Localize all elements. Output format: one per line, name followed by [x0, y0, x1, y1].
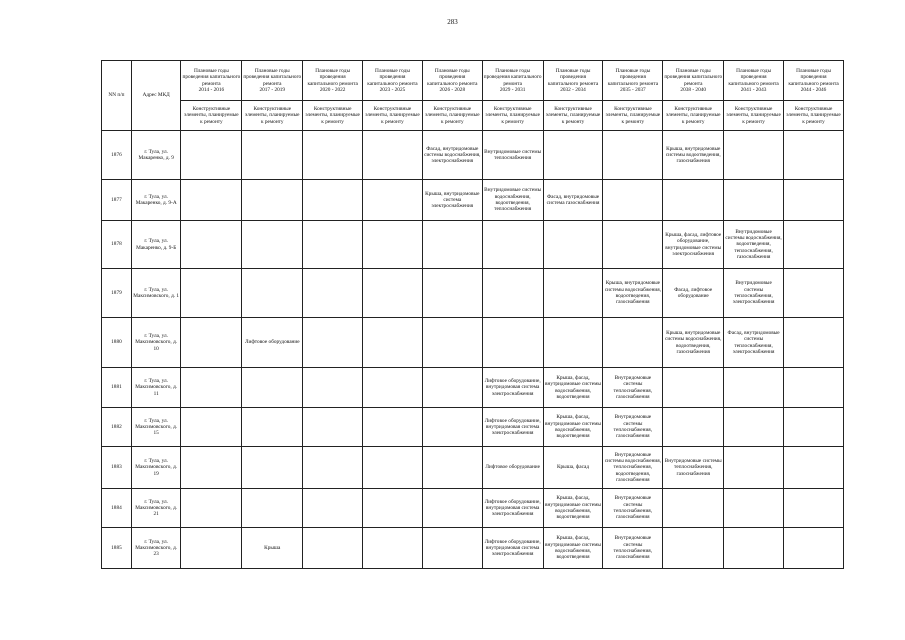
repair-cell [784, 489, 844, 528]
repair-cell [181, 318, 242, 368]
repair-cell: Внутридомовые системы теплоснабжения, газоснабжения [603, 489, 663, 528]
repair-cell [724, 368, 784, 408]
repair-cell [363, 269, 423, 318]
repair-cell [724, 528, 784, 569]
repair-cell [181, 528, 242, 569]
period-subheader: Конструктивные элементы, планируемые к ремонту [724, 101, 784, 131]
period-caption: Плановые годы проведения капитального ремонта [427, 67, 478, 87]
period-years: 2020 - 2022 [319, 86, 346, 93]
repair-cell [303, 408, 363, 447]
period-subheader: Конструктивные элементы, планируемые к ремонту [422, 101, 482, 131]
repair-cell [724, 408, 784, 447]
period-caption: Плановые годы проведения капитального ремонта [483, 67, 542, 87]
repair-cell: Крыша, фасад [543, 447, 603, 489]
period-caption: Плановые годы проведения капитального ремонта [664, 67, 723, 87]
repair-cell [603, 180, 663, 221]
period-subheader: Конструктивные элементы, планируемые к ремонту [543, 101, 603, 131]
repair-cell [603, 318, 663, 368]
period-years: 2035 - 2037 [620, 86, 646, 93]
row-address: г. Тула, ул. Макаренко, д. 9 [131, 131, 181, 180]
row-number: 1882 [102, 408, 132, 447]
row-number: 1879 [102, 269, 132, 318]
period-caption: Плановые годы проведения капитального ремонта [307, 67, 358, 87]
header-period [543, 61, 603, 101]
repair-cell [784, 269, 844, 318]
header-period [724, 61, 784, 101]
repair-cell [784, 447, 844, 489]
repair-cell [543, 318, 603, 368]
repair-cell [303, 269, 363, 318]
repair-cell [181, 408, 242, 447]
table-row [102, 318, 844, 368]
repair-cell: Крыша, фасад, внутридомовые системы водоснабжения, водоотведения [543, 408, 603, 447]
header-num: NN п/п [102, 61, 132, 131]
repair-cell [303, 221, 363, 269]
repair-cell [303, 489, 363, 528]
repair-cell [181, 269, 242, 318]
repair-cell [363, 131, 423, 180]
table-row [102, 489, 844, 528]
header-period [242, 61, 303, 101]
repair-cell: Крыша, внутридомовые системы водоснабжения, водоотведения, газоснабжения [603, 269, 663, 318]
repair-cell [422, 489, 482, 528]
row-address: г. Тула, ул. Максимовского, д. 15 [131, 408, 181, 447]
repair-cell [363, 408, 423, 447]
header-period [482, 61, 543, 101]
repair-cell [242, 131, 303, 180]
repair-cell [242, 269, 303, 318]
row-address: г. Тула, ул. Максимовского, д. 19 [131, 447, 181, 489]
table-row [102, 528, 844, 569]
repair-cell: Лифтовое оборудование, внутридомовая система электроснабжения [482, 408, 543, 447]
period-years: 2032 - 2034 [560, 86, 586, 93]
repair-cell: Крыша, фасад, внутридомовые системы водоснабжения, водоотведения [543, 489, 603, 528]
repair-cell: Внутридомовые системы теплоснабжения, газоснабжения [663, 447, 724, 489]
row-address: г. Тула, ул. Максимовского, д. 23 [131, 528, 181, 569]
repair-cell [663, 368, 724, 408]
repair-cell: Внутридомовые системы теплоснабжения, газоснабжения [603, 528, 663, 569]
repair-cell [784, 180, 844, 221]
row-number: 1884 [102, 489, 132, 528]
header-period [663, 61, 724, 101]
repair-cell [784, 528, 844, 569]
repair-cell [543, 131, 603, 180]
row-address: г. Тула, ул. Максимовского, д. 21 [131, 489, 181, 528]
repair-cell [603, 131, 663, 180]
repair-cell: Внутридомовые системы теплоснабжения, электроснабжения [724, 269, 784, 318]
repair-cell [181, 131, 242, 180]
page-number: 283 [447, 18, 458, 26]
repair-cell [482, 221, 543, 269]
repair-cell [303, 368, 363, 408]
repair-cell [242, 408, 303, 447]
row-number: 1877 [102, 180, 132, 221]
period-years: 2014 - 2016 [198, 86, 225, 93]
repair-cell [422, 408, 482, 447]
repair-cell [663, 528, 724, 569]
table-row [102, 131, 844, 180]
repair-cell [784, 408, 844, 447]
repair-cell [242, 180, 303, 221]
period-caption: Плановые годы проведения капитального ремонта [243, 67, 302, 87]
period-caption: Плановые годы проведения капитального ремонта [367, 67, 418, 87]
repair-cell: Фасад, внутридомовые система газоснабжения [543, 180, 603, 221]
repair-cell [363, 528, 423, 569]
repair-cell [784, 221, 844, 269]
repair-cell [181, 489, 242, 528]
repair-cell [303, 447, 363, 489]
header-period [181, 61, 242, 101]
repair-cell [603, 221, 663, 269]
table-row [102, 221, 844, 269]
repair-cell [181, 368, 242, 408]
table-row [102, 368, 844, 408]
repair-cell: Крыша, внутридомовые система электроснабжения [422, 180, 482, 221]
period-subheader: Конструктивные элементы, планируемые к ремонту [181, 101, 242, 131]
repair-cell: Фасад, внутридомовые системы водоснабжения, электроснабжения [422, 131, 482, 180]
header-period [363, 61, 423, 101]
repair-cell [663, 489, 724, 528]
period-subheader: Конструктивные элементы, планируемые к ремонту [603, 101, 663, 131]
period-caption: Плановые годы проведения капитального ремонта [788, 67, 839, 87]
table-row [102, 269, 844, 318]
row-number: 1885 [102, 528, 132, 569]
header-period [603, 61, 663, 101]
repair-cell: Крыша [242, 528, 303, 569]
period-years: 2023 - 2025 [379, 86, 406, 93]
repair-cell [303, 318, 363, 368]
period-caption: Плановые годы проведения капитального ремонта [728, 67, 779, 87]
repair-cell [724, 447, 784, 489]
repair-cell: Крыша, фасад, лифтовое оборудование, внутридомовые системы электроснабжения [663, 221, 724, 269]
repair-cell: Внутридомовые системы водоснабжения, водоотведения, теплоснабжения, газоснабжения [724, 221, 784, 269]
repair-cell [422, 528, 482, 569]
repair-cell [363, 489, 423, 528]
repair-cell: Крыша, фасад, внутридомовые системы водоснабжения, водоотведения [543, 528, 603, 569]
period-years: 2017 - 2019 [259, 86, 286, 93]
period-caption: Плановые годы проведения капитального ремонта [547, 67, 599, 87]
repair-cell [303, 528, 363, 569]
repair-cell [784, 368, 844, 408]
repair-cell [482, 318, 543, 368]
header-period [784, 61, 844, 101]
repair-cell [303, 131, 363, 180]
repair-cell [363, 368, 423, 408]
repair-cell: Внутридомовые системы теплоснабжения, газоснабжения [603, 368, 663, 408]
table-row [102, 447, 844, 489]
repair-cell: Фасад, внутридомовые системы теплоснабжения, электроснабжения [724, 318, 784, 368]
period-years: 2041 - 2043 [740, 86, 767, 93]
repair-cell: Внутридомовые системы водоснабжения, водоотведения, теплоснабжения [482, 180, 543, 221]
period-years: 2038 - 2040 [680, 86, 707, 93]
period-years: 2044 - 2046 [800, 86, 827, 93]
repair-cell [242, 489, 303, 528]
repair-cell [663, 408, 724, 447]
table-row [102, 408, 844, 447]
period-years: 2029 - 2031 [499, 86, 526, 93]
repair-cell [422, 368, 482, 408]
repair-cell [242, 447, 303, 489]
repair-cell: Фасад, лифтовое оборудование [663, 269, 724, 318]
repair-cell [363, 318, 423, 368]
row-address: г. Тула, ул. Максимовского, д. 11 [131, 368, 181, 408]
repair-cell [422, 447, 482, 489]
repair-cell: Лифтовое оборудование [482, 447, 543, 489]
period-caption: Плановые годы проведения капитального ремонта [182, 67, 241, 87]
repair-cell: Крыша, внутридомовые системы водоснабжения, водоотведения, газоснабжения [663, 318, 724, 368]
repair-cell [181, 447, 242, 489]
row-address: г. Тула, ул. Макаренко, д. 9-Б [131, 221, 181, 269]
period-subheader: Конструктивные элементы, планируемые к ремонту [242, 101, 303, 131]
repair-cell [724, 180, 784, 221]
row-number: 1876 [102, 131, 132, 180]
repair-cell: Лифтовое оборудование, внутридомовая система электроснабжения [482, 489, 543, 528]
period-subheader: Конструктивные элементы, планируемые к ремонту [363, 101, 423, 131]
repair-cell: Лифтовое оборудование, внутридомовая система электроснабжения [482, 368, 543, 408]
repair-cell [724, 131, 784, 180]
repair-cell [543, 221, 603, 269]
repair-cell [543, 269, 603, 318]
repair-cell: Внутридомовые системы теплоснабжения, газоснабжения [603, 408, 663, 447]
repair-cell: Лифтовое оборудование [242, 318, 303, 368]
repair-cell [181, 221, 242, 269]
repair-cell [784, 131, 844, 180]
repair-cell [422, 221, 482, 269]
period-subheader: Конструктивные элементы, планируемые к ремонту [663, 101, 724, 131]
period-years: 2026 - 2028 [439, 86, 466, 93]
row-address: г. Тула, ул. Макаренко, д. 9-А [131, 180, 181, 221]
period-subheader: Конструктивные элементы, планируемые к ремонту [784, 101, 844, 131]
repair-cell [363, 180, 423, 221]
repair-cell [242, 368, 303, 408]
row-number: 1878 [102, 221, 132, 269]
repair-cell [482, 269, 543, 318]
repair-cell [303, 180, 363, 221]
row-number: 1881 [102, 368, 132, 408]
table-row [102, 180, 844, 221]
repair-cell: Лифтовое оборудование, внутридомовая система электроснабжения [482, 528, 543, 569]
row-number: 1880 [102, 318, 132, 368]
period-subheader: Конструктивные элементы, планируемые к ремонту [303, 101, 363, 131]
repair-cell: Крыша, фасад, внутридомовые системы водоснабжения, водоотведения [543, 368, 603, 408]
row-address: г. Тула, ул. Максимовского, д. 1 [131, 269, 181, 318]
repair-cell [784, 318, 844, 368]
row-address: г. Тула, ул. Максимовского, д. 10 [131, 318, 181, 368]
row-number: 1883 [102, 447, 132, 489]
repair-cell [181, 180, 242, 221]
repair-cell [724, 489, 784, 528]
repair-cell: Крыша, внутридомовые системы водоотведения, газоснабжения [663, 131, 724, 180]
period-subheader: Конструктивные элементы, планируемые к ремонту [482, 101, 543, 131]
period-caption: Плановые годы проведения капитального ремонта [607, 67, 659, 87]
repair-cell: Внутридомовые системы теплоснабжения [482, 131, 543, 180]
repair-cell: Внутридомовые системы водоснабжения, теплоснабжения, водоотведения, газоснабжения [603, 447, 663, 489]
repair-cell [242, 221, 303, 269]
repair-cell [422, 318, 482, 368]
repair-cell [663, 180, 724, 221]
header-address: Адрес МКД [131, 61, 181, 131]
repair-schedule-table [101, 60, 844, 569]
repair-cell [422, 269, 482, 318]
repair-cell [363, 447, 423, 489]
header-period [303, 61, 363, 101]
repair-cell [363, 221, 423, 269]
header-period [422, 61, 482, 101]
